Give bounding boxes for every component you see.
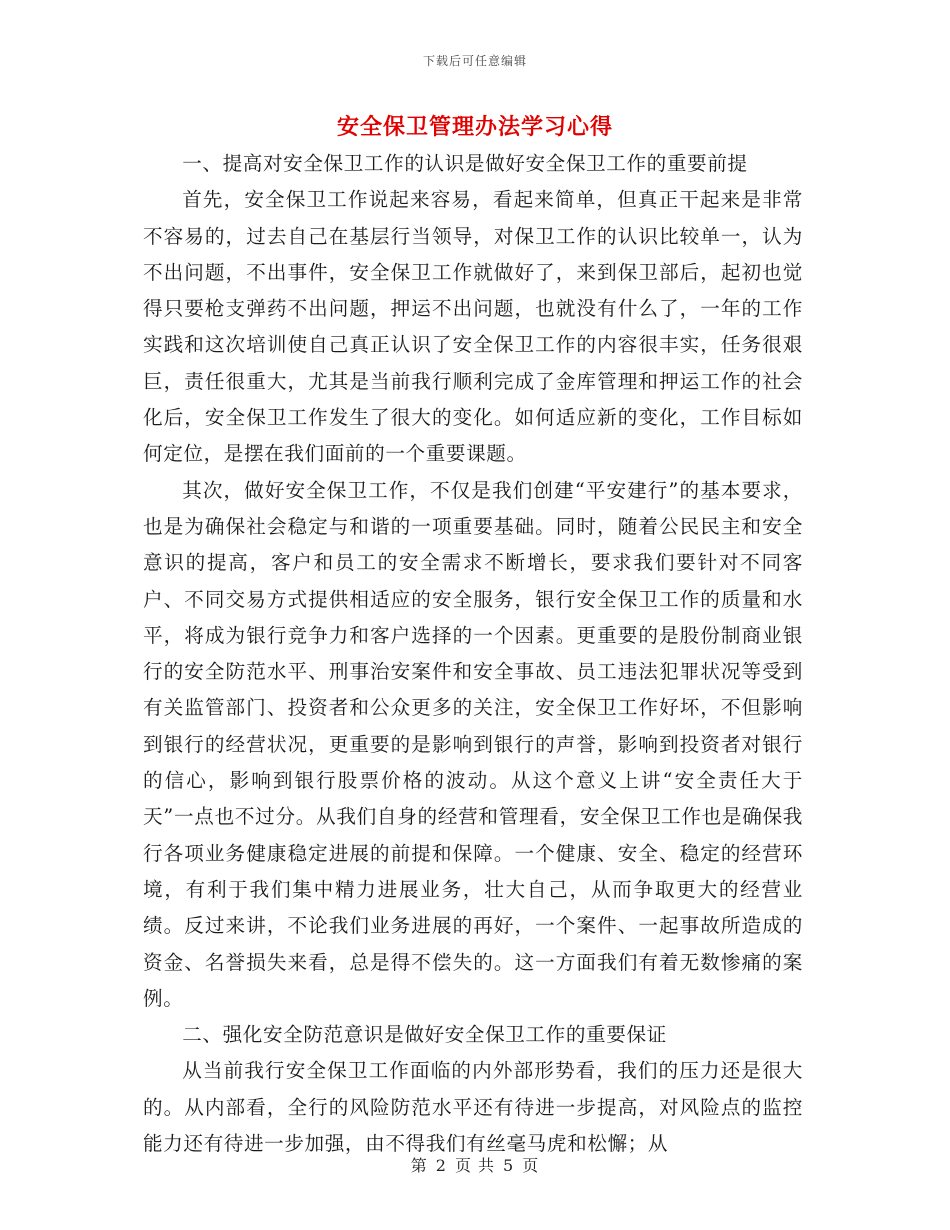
footer-prefix: 第 [410,1156,428,1175]
body-paragraph: 首先，安全保卫工作说起来容易，看起来简单，但真正干起来是非常不容易的，过去自己在基层行当领导，对保卫工作的认识比较单一，认为不出问题，不出事件，安全保卫工作就做好了，来到保卫部后，起初也觉得只要枪支弹药不出问题，押运不出问题，也就没有什么了，一年的工作实践和这次培训使自己真正认识了安全保卫工作的内容很丰实，任务很艰巨，责任很重大，尤其是当前我行顺利完成了金库管理和押运工作的社会化后，安全保卫工作发生了很大的变化。如何适应新的变化，工作目标如何定位，是摆在我们面前的一个重要课题。 [143,188,803,466]
section-heading-1: 一、提高对安全保卫工作的认识是做好安全保卫工作的重要前提 [182,152,748,175]
section-heading-2: 二、强化安全防范意识是做好安全保卫工作的重要保证 [182,1023,667,1047]
total-page-number: 5 [503,1156,515,1175]
body-paragraph: 其次，做好安全保卫工作，不仅是我们创建“平安建行”的基本要求，也是为确保社会稳定与和谐的一项重要基础。同时，随着公民民主和安全意识的提高，客户和员工的安全需求不断增长，要求我们要针对不同客户、不同交易方式提供相适应的安全服务，银行安全保卫工作的质量和水平，将成为银行竞争力和客户选择的一个因素。更重要的是股份制商业银行的安全防范水平、刑事治安案件和安全事故、员工违法犯罪状况等受到有关监管部门、投资者和公众更多的关注，安全保卫工作好坏，不但影响到银行的经营状况，更重要的是影响到银行的声誉，影响到投资者对银行的信心，影响到银行股票价格的波动。从这个意义上讲“安全责任大于天”一点也不过分。从我们自身的经营和管理看，安全保卫工作也是确保我行各项业务健康稳定进展的前提和保障。一个健康、安全、稳定的经营环境，有利于我们集中精力进展业务，壮大自己，从而争取更大的经营业绩。反过来讲，不论我们业务进展的再好，一个案件、一起事故所造成的资金、名誉损失来看，总是得不偿失的。这一方面我们有着无数惨痛的案例。 [143,478,803,1010]
current-page-number: 2 [435,1156,447,1175]
header-note: 下载后可任意编辑 [422,54,527,68]
page-footer [0,1153,950,1176]
footer-mid: 页 共 [454,1156,496,1175]
footer-suffix: 页 [522,1156,540,1175]
document-title: 安全保卫管理办法学习心得 [336,115,613,140]
body-paragraph: 从当前我行安全保卫工作面临的内外部形势看，我们的压力还是很大的。从内部看，全行的风险防范水平还有待进一步提高，对风险点的监控能力还有待进一步加强，由不得我们有丝毫马虎和松懈；从 [143,1059,803,1156]
document-body [143,146,803,1162]
